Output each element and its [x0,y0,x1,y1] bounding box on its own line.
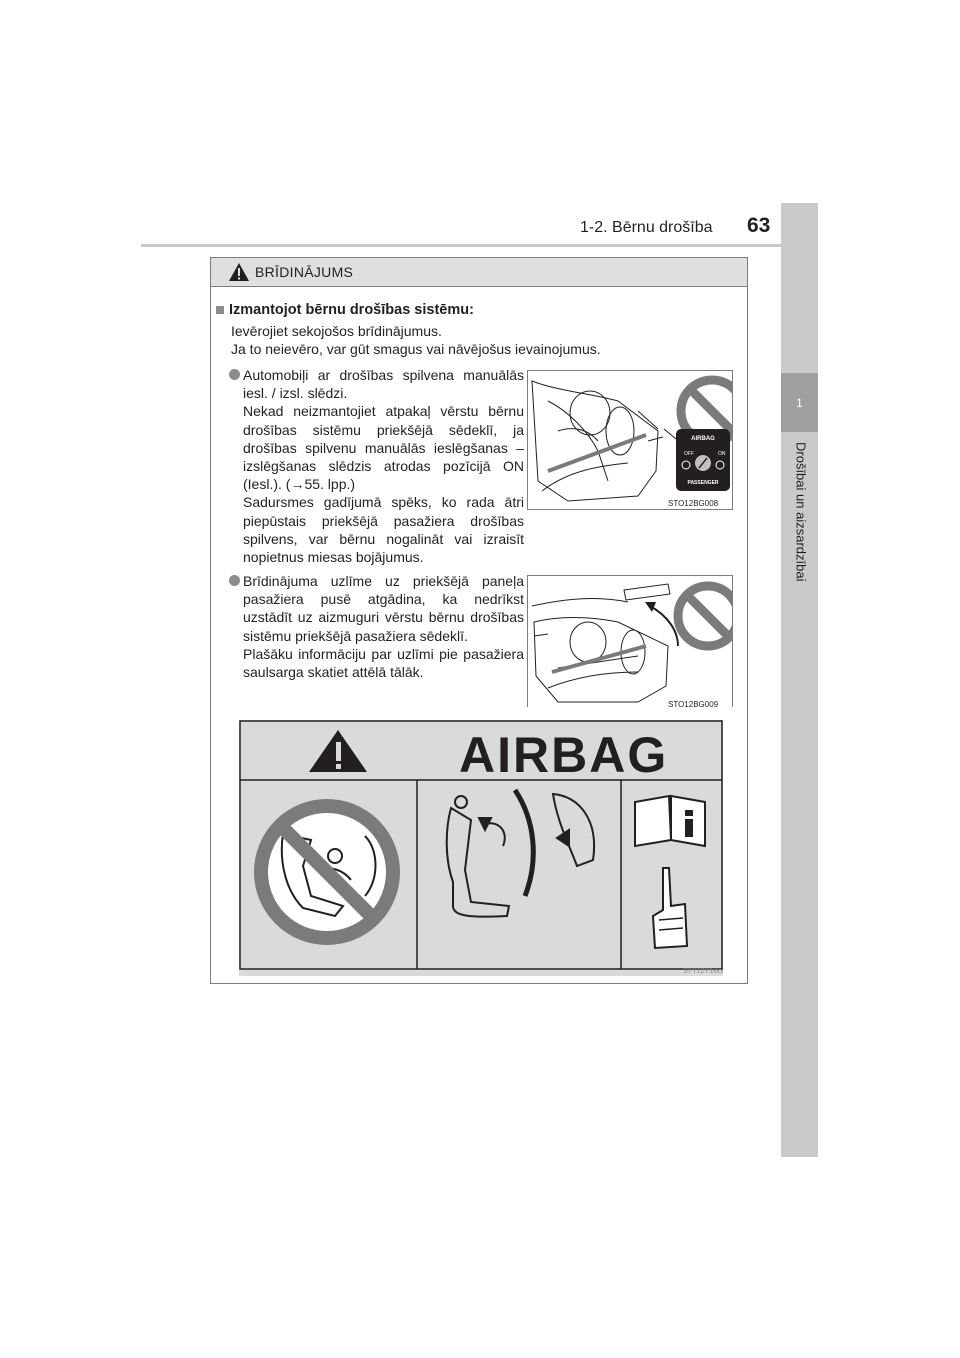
airbag-label-graphic [239,720,723,976]
header-rule [141,244,818,247]
bullet-paragraph: Nekad neizmantojiet atpakaļ vērstu bērnu drošības sistēmu priekšējā sēdeklī, ja drošības spilvenu manuālās ieslēgšanas – izslēgšanas slēdzis atrodas pozīcijā ON (Iesl.). (→55. lpp.) [243,403,524,493]
round-bullet-icon [229,369,240,380]
airbag-warning-label [239,720,723,976]
warning-intro [231,322,601,358]
chapter-side-tab [781,203,818,1157]
figure-code: STO12BG009 [668,700,719,707]
square-bullet-icon [216,306,224,314]
bullet-airbag-switch [229,366,524,566]
subheading-text: Izmantojot bērnu drošības sistēmu: [229,302,474,318]
bullet-paragraph: Sadursmes gadījumā spēks, ko rada ātri piepūstais priekšējā pasažiera drošības spilvens, var bērnu nogalināt vai izraisīt nopietnus miesas bojājumus. [243,494,524,566]
car-interior-illustration [528,371,733,510]
figure-sunvisor-sticker [527,575,733,707]
read-manual-icon [635,796,705,846]
figure-airbag-switch [527,370,733,510]
intro-line: Ja to neievēro, var gūt smagus vai nāvējošus ievainojumus. [231,341,601,357]
figure-code: STO12BG008 [668,499,719,508]
intro-line: Ievērojiet sekojošos brīdinājumus. [231,323,442,339]
page-number: 63 [747,214,771,237]
chapter-number-tab[interactable] [781,373,818,432]
warning-triangle-icon [228,262,250,282]
chapter-number: 1 [796,395,803,410]
sunvisor-illustration [528,576,733,707]
switch-label-title: AIRBAG [691,436,715,442]
switch-label-on: ON [718,451,726,457]
figure-code: STY12Y1xxx [683,968,724,975]
bullet-paragraph: Automobiļi ar drošības spilvena manuālās iesl. / izsl. slēdzi. [243,367,524,402]
chapter-title: Drošībai un aizsardzībai [793,442,809,582]
section-title: 1-2. Bērnu drošība [580,219,713,236]
round-bullet-icon [229,575,240,586]
bullet-warning-sticker [229,572,524,681]
switch-label-passenger: PASSENGER [687,480,719,486]
airbag-label-word: AIRBAG [459,727,669,783]
switch-label-off: OFF [684,451,694,457]
no-rear-facing-seat-icon [261,806,393,938]
bullet-paragraph: Brīdinājuma uzlīme uz priekšējā paneļa pasažiera pusē atgādina, ka nedrīkst uzstādīt uz aizmuguri vērstu bērnu drošības sistēmu priekšējā pasažiera sēdeklī. [243,573,524,644]
warning-subheading [216,302,474,318]
bullet-paragraph: Plašāku informāciju par uzlīmi pie pasažiera saulsarga skatiet attēlā tālāk. [243,645,524,681]
warning-title: BRĪDINĀJUMS [255,264,354,280]
warning-box [210,257,748,984]
warning-header [211,258,747,287]
